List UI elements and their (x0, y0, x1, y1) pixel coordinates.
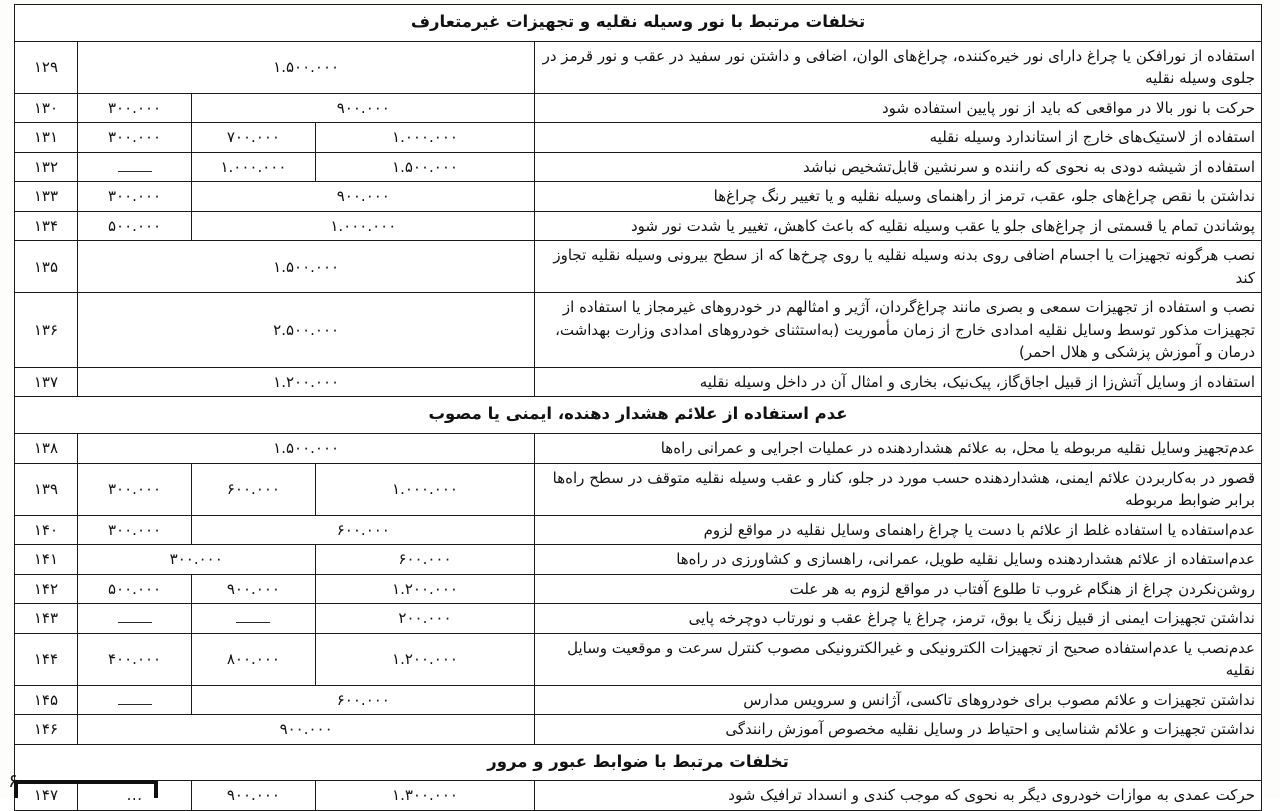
table-row (15, 434, 1262, 464)
table-row (15, 152, 1262, 182)
violations-table (14, 4, 1262, 811)
table-row (15, 515, 1262, 545)
amount-cell: ۳۰۰.۰۰۰ (77, 515, 191, 545)
violation-code: ۱۴۷ (15, 781, 78, 811)
amount-cell: ۳۰۰.۰۰۰ (77, 182, 191, 212)
amount-cell: ۱.۰۰۰.۰۰۰ (315, 463, 535, 515)
violation-code: ۱۳۱ (15, 123, 78, 153)
violation-code: ۱۴۴ (15, 633, 78, 685)
violation-description: پوشاندن تمام یا قسمتی از چراغ‌های جلو یا عقب وسیله نقلیه که باعث کاهش، تغییر یا شدت نور شود (535, 211, 1262, 241)
blank-dash (118, 695, 152, 705)
page-number: ۶ (8, 770, 19, 792)
table-row (15, 633, 1262, 685)
amount-cell: ۳۰۰.۰۰۰ (77, 93, 191, 123)
section-header-row (15, 744, 1262, 781)
violation-description: عدم‌نصب یا عدم‌استفاده صحیح از تجهیزات الکترونیکی و غیرالکترونیکی مصوب کنترل سرعت و موقعیت وسایل نقلیه (535, 633, 1262, 685)
violation-description: روشن‌نکردن چراغ از هنگام غروب تا طلوع آفتاب در مواقع لزوم به هر علت (535, 574, 1262, 604)
amount-cell: ۱.۵۰۰.۰۰۰ (77, 241, 535, 293)
table-row (15, 545, 1262, 575)
violation-code: ۱۳۶ (15, 293, 78, 368)
violation-code: ۱۴۱ (15, 545, 78, 575)
violation-description: نصب و استفاده از تجهیزات سمعی و بصری مانند چراغ‌گردان، آژیر و امثالهم در خودروهای غیرمجاز یا استفاده از تجهیزات مذکور توسط وسایل نقلیه امدادی خارج از زمان مأموریت (به‌استثنای خودروهای امدادی وزارت بهداشت، درمان و آموزش پزشکی و هلال احمر) (535, 293, 1262, 368)
violation-code: ۱۳۷ (15, 367, 78, 397)
section-title: تخلفات مرتبط با ضوابط عبور و مرور (15, 744, 1262, 781)
amount-cell: ۶۰۰.۰۰۰ (192, 515, 535, 545)
amount-cell: ۸۰۰.۰۰۰ (192, 633, 315, 685)
amount-cell: ... (77, 781, 191, 811)
amount-cell (77, 152, 191, 182)
amount-cell: ۱.۳۰۰.۰۰۰ (315, 781, 535, 811)
section-title: عدم استفاده از علائم هشدار دهنده، ایمنی یا مصوب (15, 397, 1262, 434)
amount-cell: ۱.۵۰۰.۰۰۰ (77, 434, 535, 464)
amount-cell: ۶۰۰.۰۰۰ (315, 545, 535, 575)
violation-description: نداشتن تجهیزات و علائم مصوب برای خودروهای تاکسی، آژانس و سرویس مدارس (535, 685, 1262, 715)
table-row (15, 463, 1262, 515)
violation-description: عدم‌استفاده یا استفاده غلط از علائم با دست یا چراغ راهنمای وسایل نقلیه در مواقع لزوم (535, 515, 1262, 545)
amount-cell: ۱.۰۰۰.۰۰۰ (192, 152, 315, 182)
amount-cell: ۱.۲۰۰.۰۰۰ (315, 633, 535, 685)
table-row (15, 574, 1262, 604)
violation-code: ۱۴۶ (15, 715, 78, 745)
amount-cell: ۱.۰۰۰.۰۰۰ (315, 123, 535, 153)
amount-cell: ۹۰۰.۰۰۰ (192, 781, 315, 811)
amount-cell: ۹۰۰.۰۰۰ (192, 93, 535, 123)
violation-code: ۱۳۴ (15, 211, 78, 241)
amount-cell: ۷۰۰.۰۰۰ (192, 123, 315, 153)
amount-cell (77, 685, 191, 715)
violation-code: ۱۴۲ (15, 574, 78, 604)
blank-dash (118, 162, 152, 172)
table-row (15, 781, 1262, 811)
table-row (15, 715, 1262, 745)
amount-cell (77, 604, 191, 634)
amount-cell (192, 604, 315, 634)
violation-description: حرکت با نور بالا در مواقعی که باید از نور پایین استفاده شود (535, 93, 1262, 123)
violation-description: حرکت عمدی به موازات خودروی دیگر به نحوی که موجب کندی و انسداد ترافیک شود (535, 781, 1262, 811)
violation-code: ۱۳۳ (15, 182, 78, 212)
violation-code: ۱۴۵ (15, 685, 78, 715)
table-row (15, 241, 1262, 293)
amount-cell: ۲.۵۰۰.۰۰۰ (77, 293, 535, 368)
violation-description: استفاده از لاستیک‌های خارج از استاندارد وسیله نقلیه (535, 123, 1262, 153)
amount-cell: ۵۰۰.۰۰۰ (77, 574, 191, 604)
section-title: تخلفات مرتبط با نور وسیله نقلیه و تجهیزات غیرمتعارف (15, 5, 1262, 42)
violation-code: ۱۳۰ (15, 93, 78, 123)
violation-code: ۱۳۵ (15, 241, 78, 293)
amount-cell: ۵۰۰.۰۰۰ (77, 211, 191, 241)
violation-code: ۱۴۰ (15, 515, 78, 545)
amount-cell: ۹۰۰.۰۰۰ (192, 574, 315, 604)
section-header-row (15, 397, 1262, 434)
violation-description: عدم‌تجهیز وسایل نقلیه مربوطه یا محل، به علائم هشداردهنده در عملیات اجرایی و عمرانی راه‌ها (535, 434, 1262, 464)
violation-description: استفاده از وسایل آتش‌زا از قبیل اجاق‌گاز، پیک‌نیک، بخاری و امثال آن در داخل وسیله نقلیه (535, 367, 1262, 397)
violation-code: ۱۲۹ (15, 41, 78, 93)
section-header-row (15, 5, 1262, 42)
amount-cell: ۹۰۰.۰۰۰ (77, 715, 535, 745)
violation-description: استفاده از نورافکن یا چراغ دارای نور خیره‌کننده، چراغ‌های الوان، اضافی و داشتن نور سفید در عقب و نور قرمز در جلوی وسیله نقلیه (535, 41, 1262, 93)
amount-cell: ۲۰۰.۰۰۰ (315, 604, 535, 634)
blank-dash (118, 613, 152, 623)
table-row (15, 211, 1262, 241)
amount-cell: ۳۰۰.۰۰۰ (77, 545, 315, 575)
amount-cell: ۶۰۰.۰۰۰ (192, 685, 535, 715)
blank-dash (236, 613, 270, 623)
table-row (15, 604, 1262, 634)
violation-code: ۱۴۳ (15, 604, 78, 634)
amount-cell: ۳۰۰.۰۰۰ (77, 463, 191, 515)
violation-description: نداشتن تجهیزات ایمنی از قبیل زنگ یا بوق، ترمز، چراغ یا چراغ عقب و نورتاب دوچرخه پایی (535, 604, 1262, 634)
violation-description: نداشتن با نقص چراغ‌های جلو، عقب، ترمز از راهنمای وسیله نقلیه و یا تغییر رنگ چراغ‌ها (535, 182, 1262, 212)
table-row (15, 182, 1262, 212)
amount-cell: ۱.۰۰۰.۰۰۰ (192, 211, 535, 241)
table-row (15, 367, 1262, 397)
amount-cell: ۳۰۰.۰۰۰ (77, 123, 191, 153)
amount-cell: ۱.۲۰۰.۰۰۰ (77, 367, 535, 397)
amount-cell: ۱.۵۰۰.۰۰۰ (315, 152, 535, 182)
table-row (15, 685, 1262, 715)
amount-cell: ۱.۵۰۰.۰۰۰ (77, 41, 535, 93)
violation-description: استفاده از شیشه دودی به نحوی که راننده و سرنشین قابل‌تشخیص نباشد (535, 152, 1262, 182)
table-row (15, 293, 1262, 368)
violation-description: نصب هرگونه تجهیزات یا اجسام اضافی روی بدنه وسیله نقلیه یا روی چرخ‌ها که از سطح بیرونی وسیله نقلیه تجاوز کند (535, 241, 1262, 293)
table-row (15, 123, 1262, 153)
violation-description: نداشتن تجهیزات و علائم شناسایی و احتیاط در وسایل نقلیه مخصوص آموزش رانندگی (535, 715, 1262, 745)
amount-cell: ۶۰۰.۰۰۰ (192, 463, 315, 515)
violation-description: عدم‌استفاده از علائم هشداردهنده وسایل نقلیه طویل، عمرانی، راهسازی و کشاورزی در راه‌ها (535, 545, 1262, 575)
violation-code: ۱۳۹ (15, 463, 78, 515)
amount-cell: ۹۰۰.۰۰۰ (192, 182, 535, 212)
amount-cell: ۱.۲۰۰.۰۰۰ (315, 574, 535, 604)
violation-code: ۱۳۲ (15, 152, 78, 182)
violation-code: ۱۳۸ (15, 434, 78, 464)
table-row (15, 93, 1262, 123)
violation-description: قصور در به‌کاربردن علائم ایمنی، هشداردهنده حسب مورد در جلو، کنار و عقب وسیله نقلیه متوقف در سطح راه‌ها برابر ضوابط مربوطه (535, 463, 1262, 515)
amount-cell: ۴۰۰.۰۰۰ (77, 633, 191, 685)
corner-mark (14, 780, 158, 798)
table-row (15, 41, 1262, 93)
